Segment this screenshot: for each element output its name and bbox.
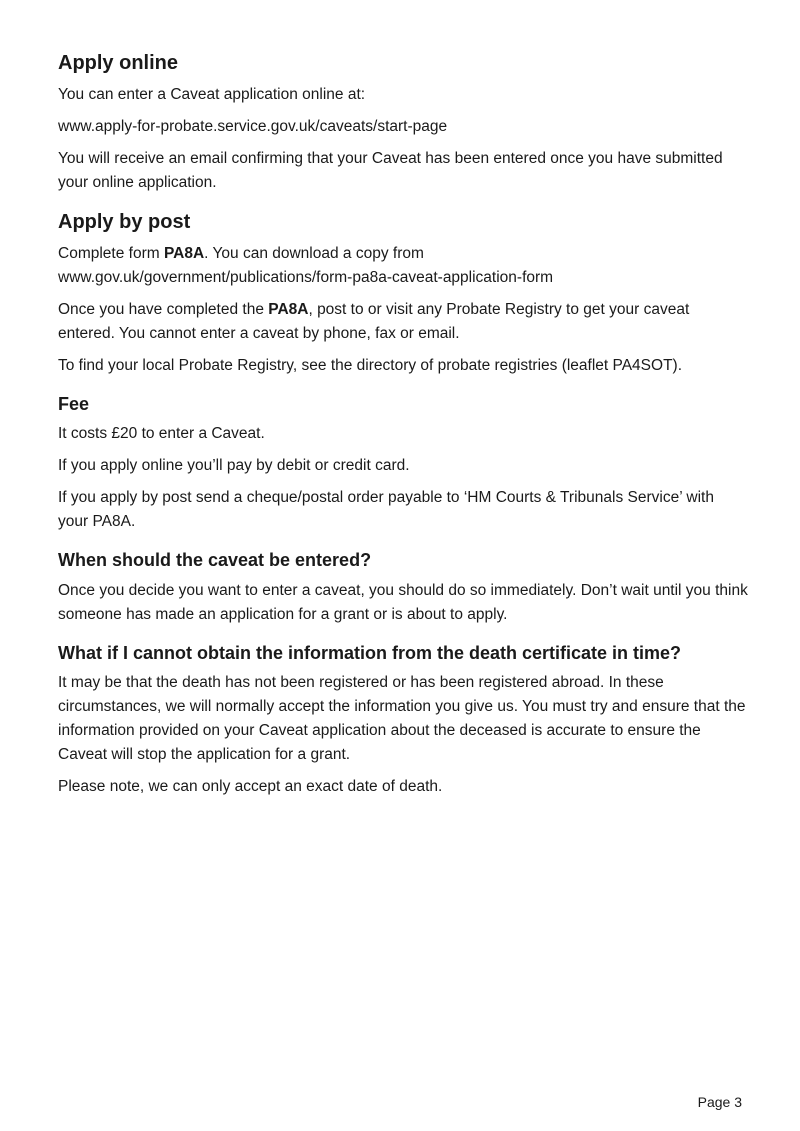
text-segment: . You can download a copy from bbox=[204, 245, 424, 262]
apply-by-post-submit-paragraph bbox=[58, 298, 748, 346]
form-code: PA8A bbox=[268, 301, 309, 318]
what-if-note: Please note, we can only accept an exact date of death. bbox=[58, 777, 443, 795]
heading-apply-online: Apply online bbox=[58, 52, 178, 74]
section-apply-by-post bbox=[58, 209, 748, 378]
apply-by-post-form-paragraph bbox=[58, 242, 748, 290]
form-download-url: www.gov.uk/government/publications/form-pa8a-caveat-application-form bbox=[58, 269, 554, 286]
section-when bbox=[58, 548, 748, 626]
text-segment: , post to or visit any Probate Registry to get your caveat entered. You cannot enter a caveat by phone, fax or email. bbox=[58, 301, 690, 342]
apply-online-confirmation: You will receive an email confirming that your Caveat has been entered once you have submitted your online application. bbox=[58, 150, 723, 191]
apply-by-post-registry-paragraph: To find your local Probate Registry, see the directory of probate registries (leaflet PA4SOT). bbox=[58, 357, 683, 374]
form-code: PA8A bbox=[163, 245, 205, 262]
heading-when: When should the caveat be entered? bbox=[58, 550, 372, 571]
text-segment: Complete form bbox=[58, 245, 164, 262]
apply-online-intro: You can enter a Caveat application online at: bbox=[58, 86, 366, 103]
heading-what-if: What if I cannot obtain the information from the death certificate in time? bbox=[58, 642, 682, 663]
text-segment: Once you have completed the bbox=[58, 301, 269, 318]
heading-apply-by-post: Apply by post bbox=[58, 211, 191, 233]
fee-online-payment: If you apply online you’ll pay by debit or credit card. bbox=[58, 457, 410, 475]
section-what-if bbox=[58, 641, 748, 799]
section-apply-online bbox=[58, 50, 748, 195]
fee-postal-payment: If you apply by post send a cheque/postal order payable to ‘HM Courts & Tribunals Service’ with your PA8A. bbox=[58, 489, 714, 531]
fee-cost: It costs £20 to enter a Caveat. bbox=[58, 425, 265, 443]
page-number: Page 3 bbox=[697, 1094, 742, 1110]
document-page bbox=[58, 50, 748, 807]
heading-fee: Fee bbox=[58, 394, 90, 414]
apply-online-url: www.apply-for-probate.service.gov.uk/caveats/start-page bbox=[58, 118, 448, 135]
section-fee bbox=[58, 392, 748, 534]
what-if-paragraph: It may be that the death has not been registered or has been registered abroad. In these circumstances, we will normally accept the information you give us. You must try and ensure that the information provided on your Caveat application about the deceased is accurate to ensure the Caveat will stop the application for a grant. bbox=[58, 673, 746, 763]
when-paragraph: Once you decide you want to enter a caveat, you should do so immediately. Don’t wait until you think someone has made an application for a grant or is about to apply. bbox=[58, 581, 748, 623]
